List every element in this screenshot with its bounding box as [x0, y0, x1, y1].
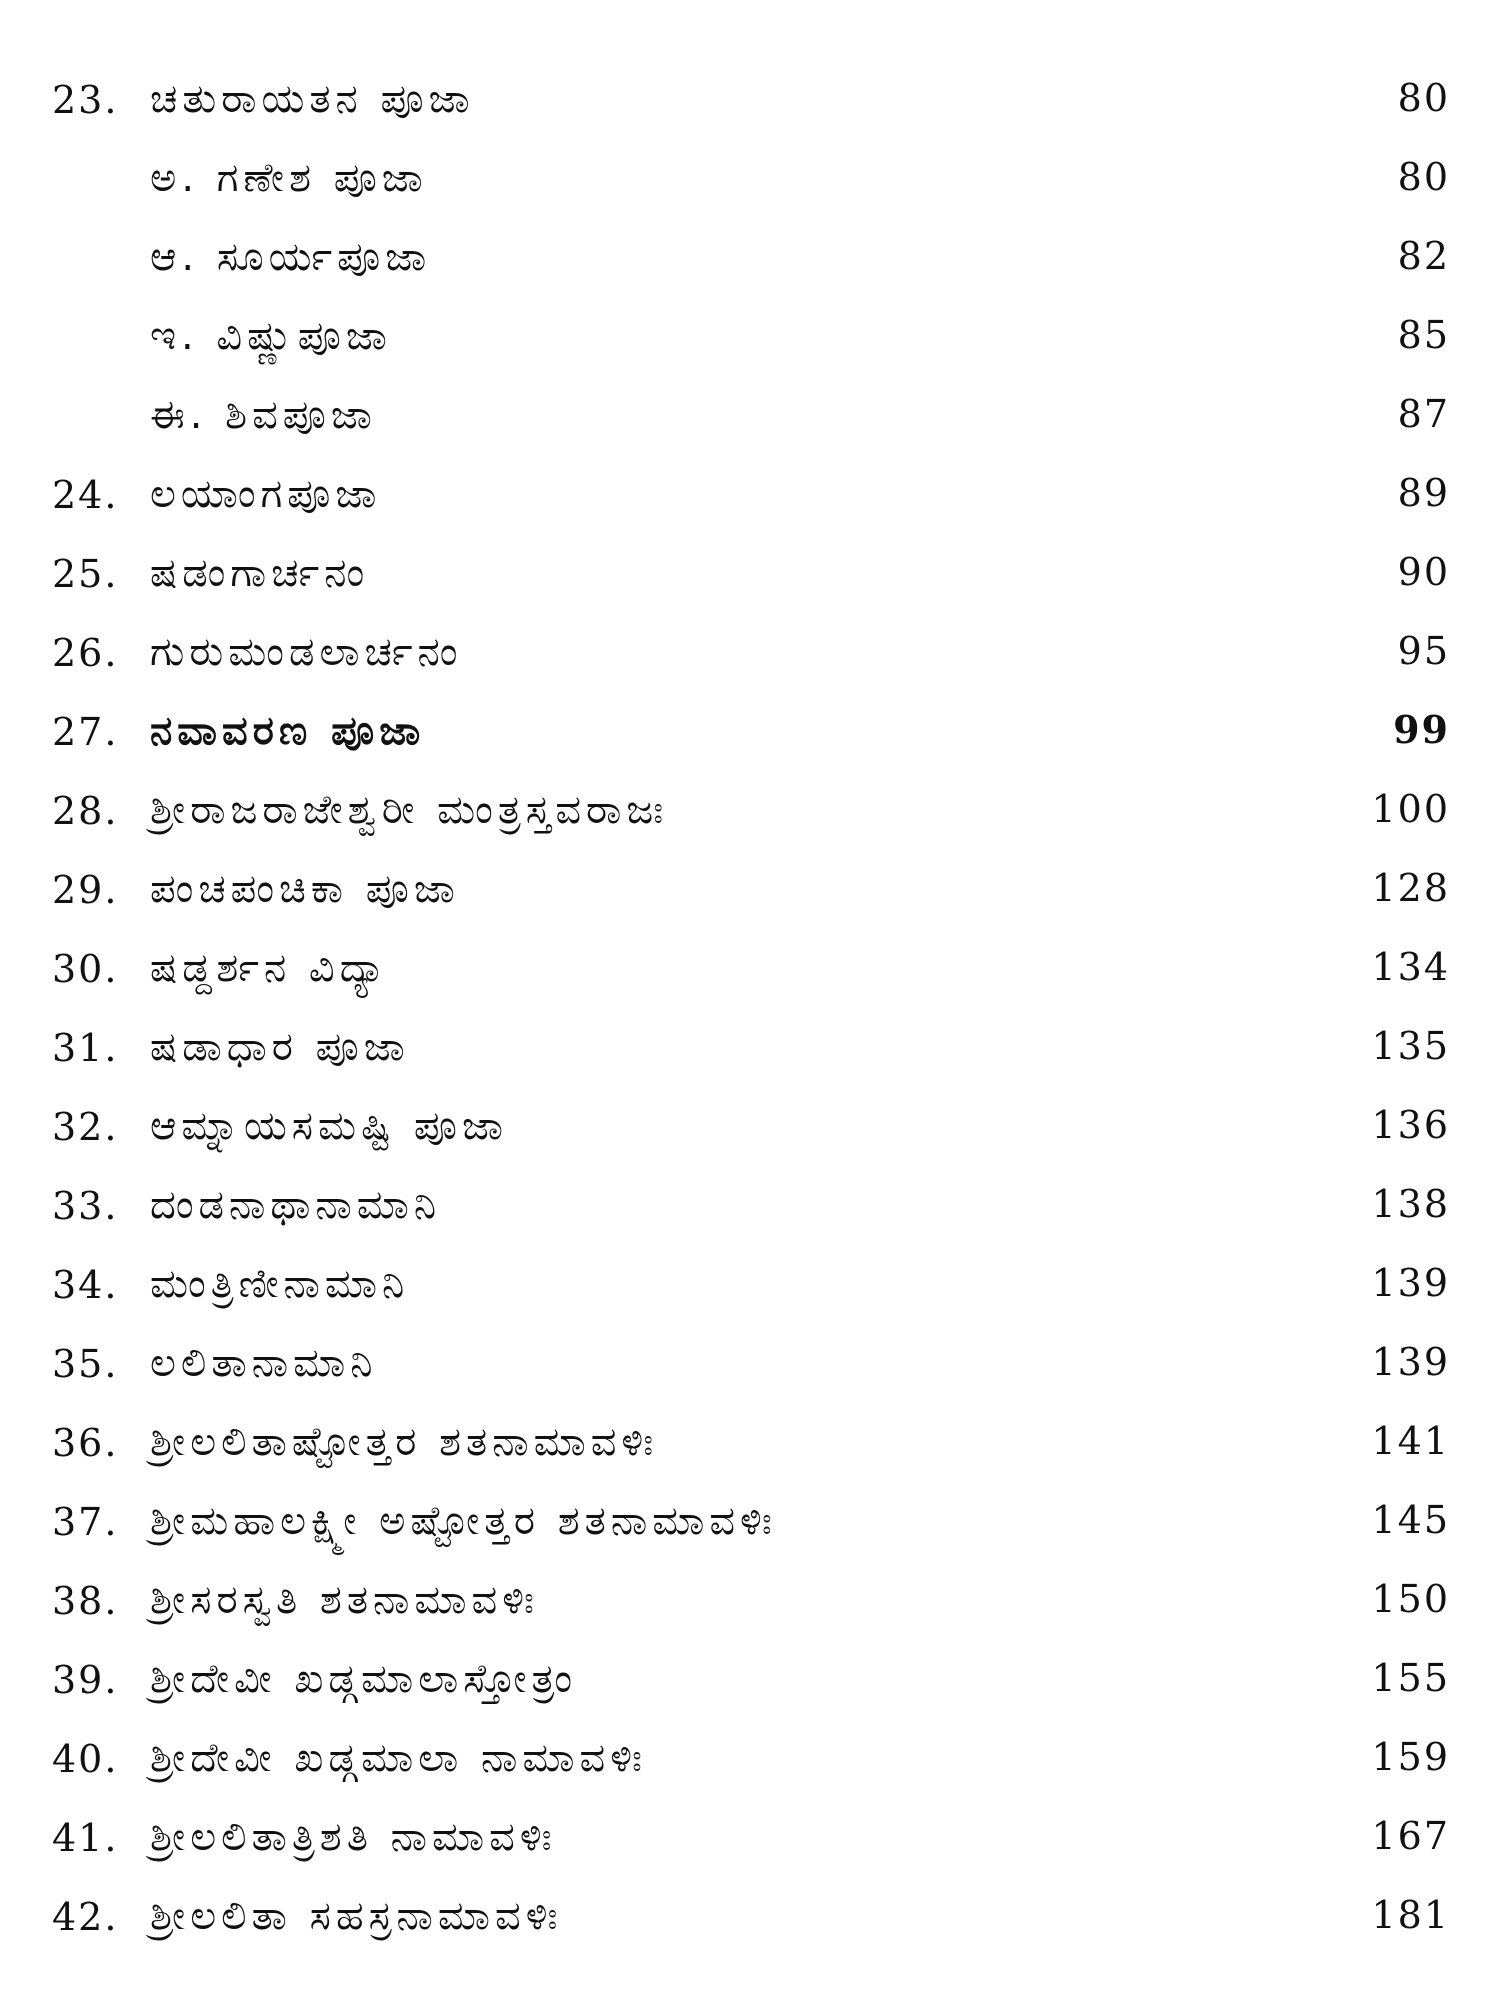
entry-number: 36. — [52, 1421, 119, 1465]
entry-page-number: 138 — [1371, 1182, 1450, 1226]
entry-title: ಚತುರಾಯತನ ಪೂಜಾ — [150, 76, 475, 122]
entry-number: 30. — [52, 947, 119, 991]
entry-page-number: 150 — [1371, 1577, 1450, 1621]
toc-entry-32 — [0, 1089, 1500, 1168]
toc-subentry-ii — [0, 378, 1500, 457]
entry-title: ದಂಡನಾಥಾನಾಮಾನಿ — [150, 1182, 442, 1228]
entry-title: ಶ್ರೀದೇವೀ ಖಡ್ಗಮಾಲಾಸ್ತೋತ್ರಂ — [150, 1656, 578, 1702]
entry-number: 38. — [52, 1579, 119, 1623]
toc-entry-25 — [0, 536, 1500, 615]
entry-number: 31. — [52, 1026, 119, 1070]
entry-title: ಶ್ರೀರಾಜರಾಜೇಶ್ವರೀ ಮಂತ್ರಸ್ತವರಾಜಃ — [150, 787, 669, 833]
entry-title: ಶ್ರೀಲಲಿತಾಷ್ಟೋತ್ತರ ಶತನಾಮಾವಳಿಃ — [150, 1419, 659, 1465]
entry-title: ಗುರುಮಂಡಲಾರ್ಚನಂ — [150, 629, 463, 675]
entry-number: 32. — [52, 1105, 119, 1149]
entry-title: ಲಲಿತಾನಾಮಾನಿ — [150, 1340, 378, 1386]
entry-number: 25. — [52, 552, 119, 596]
toc-entry-31 — [0, 1010, 1500, 1089]
entry-number: 33. — [52, 1184, 119, 1228]
entry-page-number: 90 — [1397, 550, 1450, 594]
entry-title: ಶ್ರೀಲಲಿತಾ ಸಹಸ್ರನಾಮಾವಳಿಃ — [150, 1893, 563, 1939]
entry-title: ಶ್ರೀಸರಸ್ವತಿ ಶತನಾಮಾವಳಿಃ — [150, 1577, 539, 1623]
toc-entry-37 — [0, 1484, 1500, 1563]
entry-page-number: 134 — [1371, 945, 1450, 989]
toc-entry-30 — [0, 931, 1500, 1010]
entry-title: ಶ್ರೀಲಲಿತಾತ್ರಿಶತಿ ನಾಮಾವಳಿಃ — [150, 1814, 557, 1860]
entry-number: 41. — [52, 1816, 119, 1860]
entry-title: ಅ. ಗಣೇಶ ಪೂಜಾ — [150, 155, 428, 201]
entry-number: 39. — [52, 1658, 119, 1702]
entry-page-number: 181 — [1371, 1893, 1450, 1937]
entry-title: ಲಯಾಂಗಪೂಜಾ — [150, 471, 382, 517]
entry-page-number: 136 — [1371, 1103, 1450, 1147]
entry-page-number: 139 — [1371, 1340, 1450, 1384]
toc-subentry-aa — [0, 220, 1500, 299]
entry-number: 23. — [52, 78, 119, 122]
entry-title: ಆ. ಸೂರ್ಯಪೂಜಾ — [150, 234, 432, 280]
entry-title: ಷಡ್ದರ್ಶನ ವಿದ್ಯಾ — [150, 945, 391, 991]
entry-number: 26. — [52, 631, 119, 675]
toc-entry-29 — [0, 852, 1500, 931]
entry-page-number: 89 — [1397, 471, 1450, 515]
toc-entry-40 — [0, 1721, 1500, 1800]
entry-page-number: 145 — [1371, 1498, 1450, 1542]
entry-number: 34. — [52, 1263, 119, 1307]
entry-page-number: 80 — [1397, 155, 1450, 199]
entry-page-number: 82 — [1397, 234, 1450, 278]
toc-entry-36 — [0, 1405, 1500, 1484]
toc-entry-39 — [0, 1642, 1500, 1721]
toc-entry-28 — [0, 773, 1500, 852]
toc-entry-42 — [0, 1879, 1500, 1958]
entry-title: ಇ. ವಿಷ್ಣುಪೂಜಾ — [150, 313, 392, 359]
entry-title: ಈ. ಶಿವಪೂಜಾ — [150, 392, 377, 438]
toc-entry-35 — [0, 1326, 1500, 1405]
entry-title: ಶ್ರೀದೇವೀ ಖಡ್ಗಮಾಲಾ ನಾಮಾವಳಿಃ — [150, 1735, 647, 1781]
entry-page-number: 141 — [1371, 1419, 1450, 1463]
entry-number: 29. — [52, 868, 119, 912]
toc-entry-41 — [0, 1800, 1500, 1879]
entry-title: ಆಮ್ನಾಯಸಮಷ್ಟಿ ಪೂಜಾ — [150, 1103, 508, 1149]
entry-page-number: 87 — [1397, 392, 1450, 436]
entry-page-number: 100 — [1371, 787, 1450, 831]
table-of-contents — [0, 62, 1500, 1958]
toc-subentry-i — [0, 299, 1500, 378]
entry-title: ಷಡಾಧಾರ ಪೂಜಾ — [150, 1024, 410, 1070]
toc-entry-24 — [0, 457, 1500, 536]
entry-page-number: 135 — [1371, 1024, 1450, 1068]
entry-number: 24. — [52, 473, 119, 517]
entry-number: 42. — [52, 1895, 119, 1939]
entry-number: 35. — [52, 1342, 119, 1386]
entry-page-number: 139 — [1371, 1261, 1450, 1305]
entry-number: 27. — [52, 710, 119, 754]
toc-entry-27 — [0, 694, 1500, 773]
entry-title: ಪಂಚಪಂಚಿಕಾ ಪೂಜಾ — [150, 866, 460, 912]
entry-page-number: 167 — [1371, 1814, 1450, 1858]
entry-page-number: 99 — [1393, 707, 1450, 752]
toc-entry-33 — [0, 1168, 1500, 1247]
entry-number: 40. — [52, 1737, 119, 1781]
entry-page-number: 85 — [1397, 313, 1450, 357]
toc-entry-23 — [0, 62, 1500, 141]
entry-page-number: 80 — [1397, 76, 1450, 120]
toc-subentry-a — [0, 141, 1500, 220]
toc-entry-38 — [0, 1563, 1500, 1642]
entry-number: 28. — [52, 789, 119, 833]
toc-entry-26 — [0, 615, 1500, 694]
entry-page-number: 159 — [1371, 1735, 1450, 1779]
entry-title: ಮಂತ್ರಿಣೀನಾಮಾನಿ — [150, 1261, 410, 1307]
entry-title: ನವಾವರಣ ಪೂಜಾ — [150, 708, 426, 754]
entry-page-number: 95 — [1397, 629, 1450, 673]
entry-title: ಶ್ರೀಮಹಾಲಕ್ಷ್ಮೀ ಅಷ್ಟೋತ್ತರ ಶತನಾಮಾವಳಿಃ — [150, 1498, 777, 1544]
toc-entry-34 — [0, 1247, 1500, 1326]
entry-page-number: 155 — [1371, 1656, 1450, 1700]
entry-number: 37. — [52, 1500, 119, 1544]
entry-page-number: 128 — [1371, 866, 1450, 910]
entry-title: ಷಡಂಗಾರ್ಚನಂ — [150, 550, 370, 596]
